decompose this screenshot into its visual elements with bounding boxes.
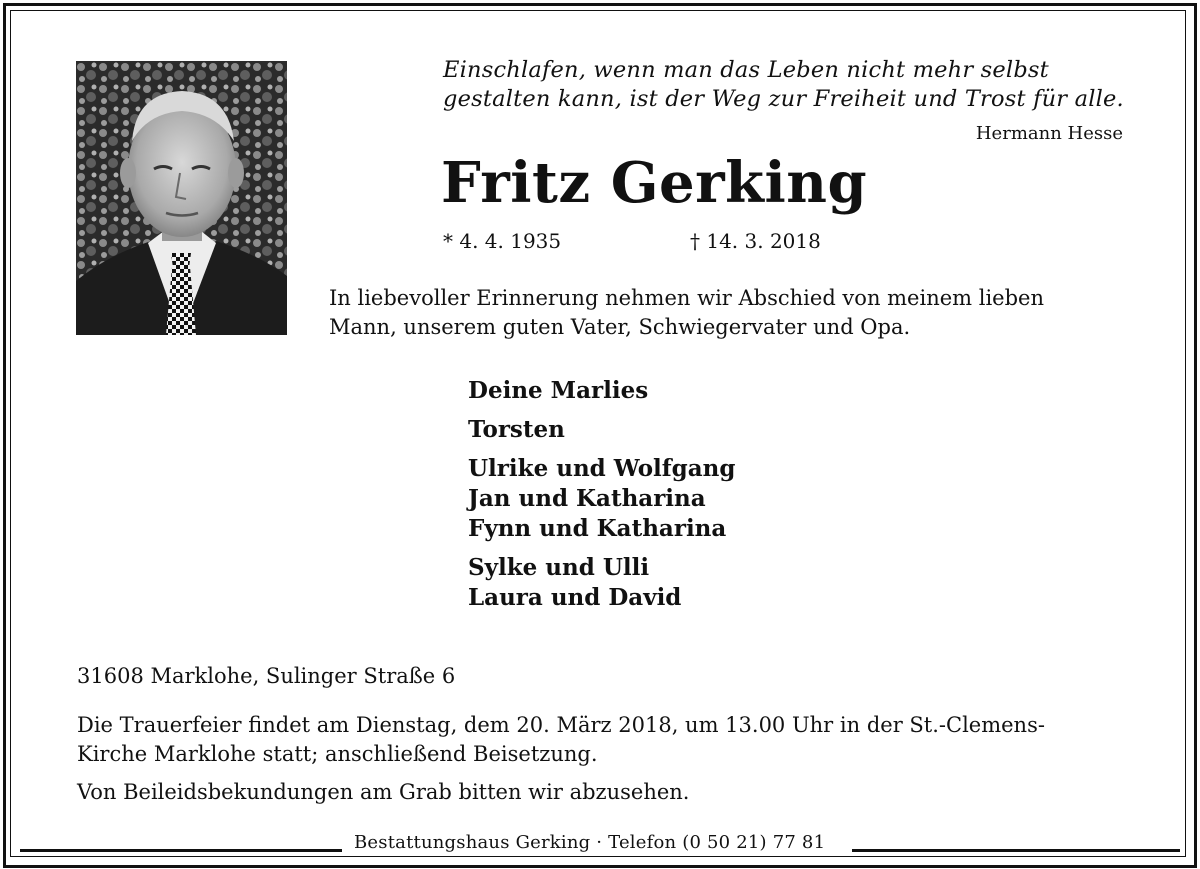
funeral-service-info — [77, 711, 1147, 769]
family-address: 31608 Marklohe, Sulinger Straße 6 — [77, 664, 456, 688]
funeral-home-footer: Bestattungshaus Gerking · Telefon (0 50 21) 77 81 — [354, 832, 826, 853]
mourner-name: Fynn und Katharina — [468, 515, 727, 542]
mourner-name: Laura und David — [468, 584, 682, 611]
mourners-list — [468, 376, 735, 613]
birth-date: * 4. 4. 1935 — [443, 229, 562, 253]
mourner-group — [468, 415, 735, 445]
portrait-photo — [76, 61, 287, 335]
mourner-group — [468, 553, 735, 613]
farewell-text — [329, 284, 1149, 342]
mourner-name: Jan und Katharina — [468, 485, 706, 512]
deceased-name: Fritz Gerking — [441, 150, 868, 216]
mourner-group — [468, 454, 735, 544]
service-line: Kirche Marklohe statt; anschließend Beisetzung. — [77, 742, 598, 766]
epigraph-quote — [443, 56, 1143, 114]
farewell-line: Mann, unserem guten Vater, Schwiegervater und Opa. — [329, 315, 911, 339]
mourner-name: Deine Marlies — [468, 377, 649, 404]
mourner-name: Torsten — [468, 416, 565, 443]
footer-rule-left — [20, 849, 342, 852]
death-date: † 14. 3. 2018 — [690, 229, 821, 253]
mourner-group — [468, 376, 735, 406]
mourner-name: Sylke und Ulli — [468, 554, 650, 581]
mourner-name: Ulrike und Wolfgang — [468, 455, 736, 482]
quote-line: Einschlafen, wenn man das Leben nicht mehr selbst — [443, 57, 1049, 83]
quote-line: gestalten kann, ist der Weg zur Freiheit und Trost für alle. — [443, 86, 1124, 112]
farewell-line: In liebevoller Erinnerung nehmen wir Abschied von meinem lieben — [329, 286, 1044, 310]
footer-rule-right — [852, 849, 1180, 852]
service-line: Die Trauerfeier findet am Dienstag, dem 20. März 2018, um 13.00 Uhr in der St.-Clemens- — [77, 713, 1045, 737]
quote-author: Hermann Hesse — [975, 123, 1123, 144]
condolences-note: Von Beileidsbekundungen am Grab bitten wir abzusehen. — [77, 780, 690, 804]
